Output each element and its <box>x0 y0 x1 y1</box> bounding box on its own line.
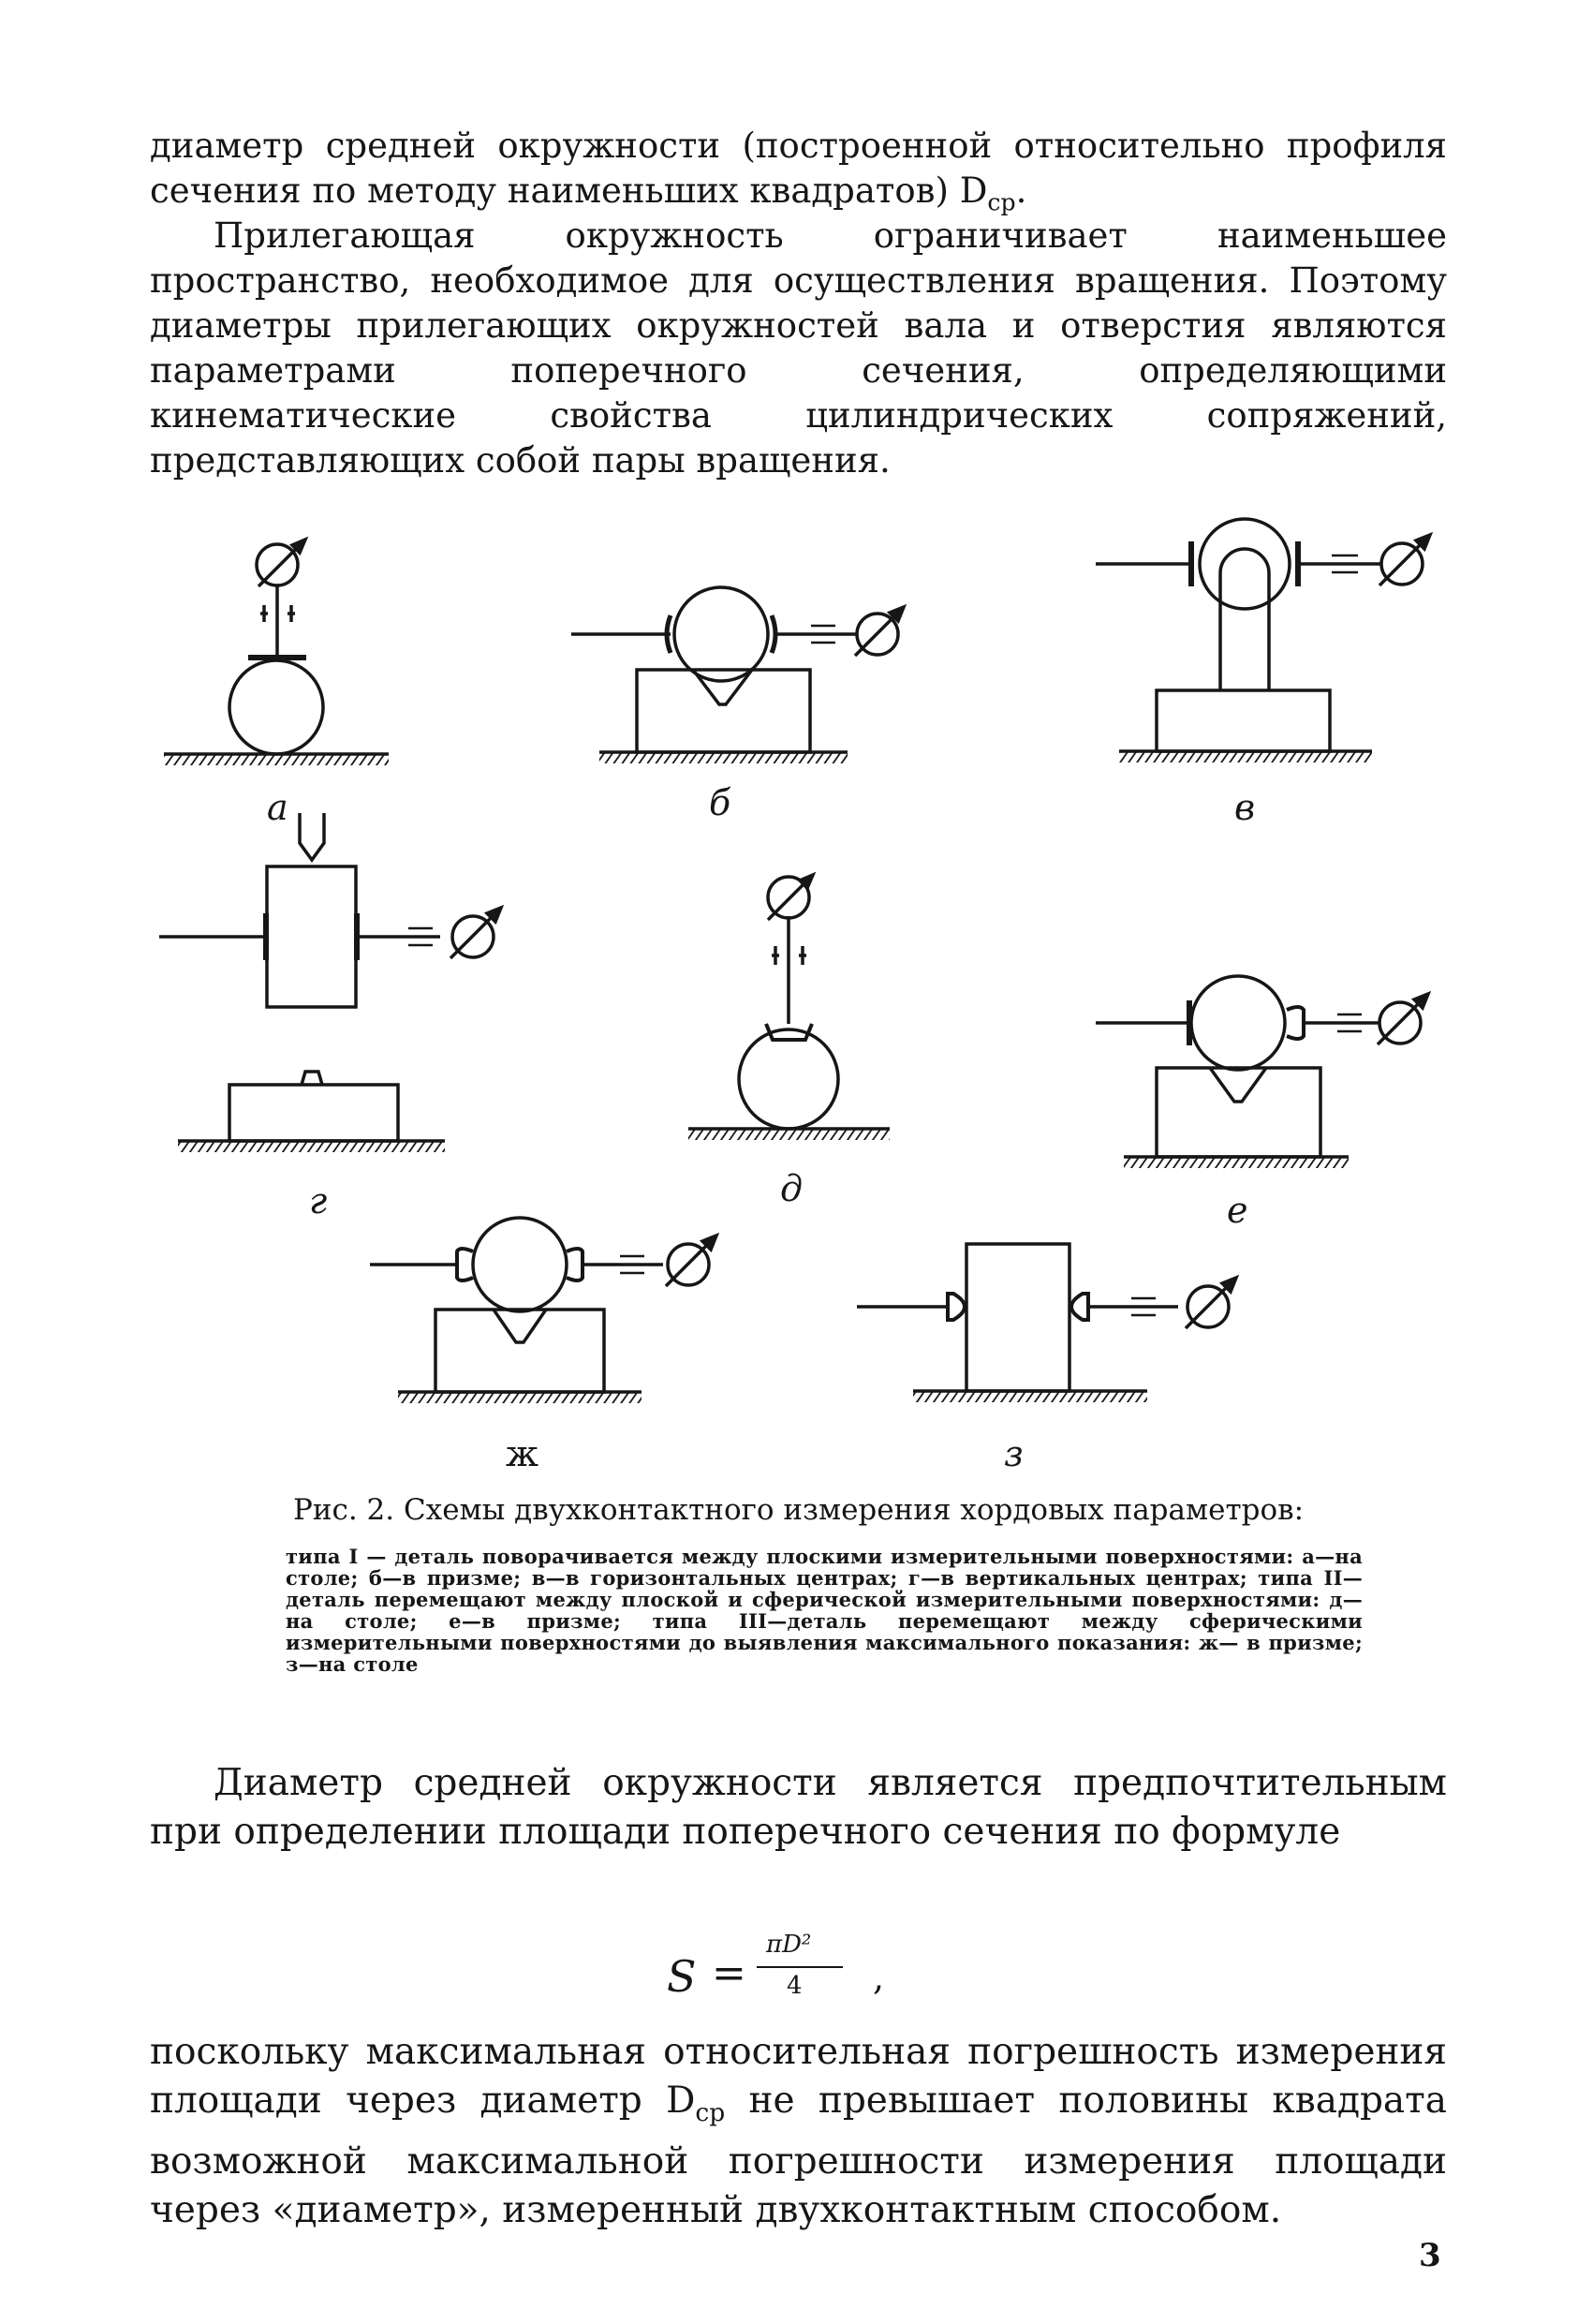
area-formula <box>656 1925 955 2028</box>
formula-denominator: 4 <box>787 1972 803 2000</box>
label-z: з <box>1004 1433 1024 1474</box>
paragraph-1-end: . <box>1015 170 1027 211</box>
page-number: 3 <box>1419 2237 1441 2274</box>
figure-2 <box>0 506 1593 1499</box>
scheme-z <box>857 1244 1236 1402</box>
scheme-v <box>1096 519 1430 762</box>
label-d: д <box>780 1168 804 1209</box>
scheme-g <box>159 813 501 1152</box>
figure-2-drawing <box>0 506 1593 1499</box>
paragraph-2: Прилегающая окружность ограничивает наименьшее пространство, необходимое для осуществления вращения. Поэтому диаметры прилегающих окружностей вала и отверстия являются параметрами поперечного сечения, определяющими кинематические свойства цилиндрических сопряжений, представляющих собой пары вращения. <box>150 215 1447 481</box>
scheme-b <box>571 587 904 763</box>
scheme-a <box>164 540 389 765</box>
fraction-bar <box>757 1966 843 1968</box>
paragraph-3: Диаметр средней окружности является предпочтительным при определении площади поперечного сечения по формуле <box>150 1762 1447 1853</box>
paragraph-4 <box>150 2028 1447 2235</box>
paragraph-4-text-b: не превышает половины квадрата возможной максимальной погрешности измерения площади через «диаметр», измеренный двухконтактным способом. <box>150 2080 1448 2231</box>
label-e: е <box>1227 1190 1248 1231</box>
figure-caption-body: типа I — деталь поворачивается между плоскими измерительными поверхностями: а—на столе; б—в призме; в—в горизонтальных центрах; г—в вертикальных центрах; типа II—деталь перемещают между плоской и сферической измерительными поверхностями: д—на столе; е—в призме; типа III—деталь перемещают между сферическими измерительными поверхностями до выявления максимального показания: ж— в призме; з—на столе <box>286 1545 1363 1676</box>
label-a: а <box>267 787 288 828</box>
paragraph-4-subscript: ср <box>695 2097 726 2127</box>
scheme-d <box>688 875 890 1140</box>
paragraph-1-text: диаметр средней окружности (построенной относительно профиля сечения по методу наименьших квадратов) D <box>150 126 1447 211</box>
formula-numerator: πD² <box>766 1931 812 1959</box>
formula-comma: , <box>873 1957 885 1998</box>
paragraph-4-text-a: поскольку максимальная относительная погрешность измерения площади через диаметр D <box>150 2031 1447 2122</box>
figure-caption-title: Рис. 2. Схемы двухконтактного измерения хордовых параметров: <box>292 1493 1305 1527</box>
scheme-e <box>1096 976 1428 1168</box>
paragraph-1-subscript: ср <box>987 188 1016 216</box>
label-v: в <box>1234 787 1256 828</box>
formula-lhs: S <box>667 1951 697 2002</box>
label-g: г <box>309 1180 328 1221</box>
formula-equals: = <box>712 1949 746 1997</box>
scheme-zh <box>370 1218 716 1403</box>
paragraph-1 <box>150 124 1447 225</box>
label-b: б <box>709 782 731 823</box>
label-zh: ж <box>506 1433 538 1474</box>
